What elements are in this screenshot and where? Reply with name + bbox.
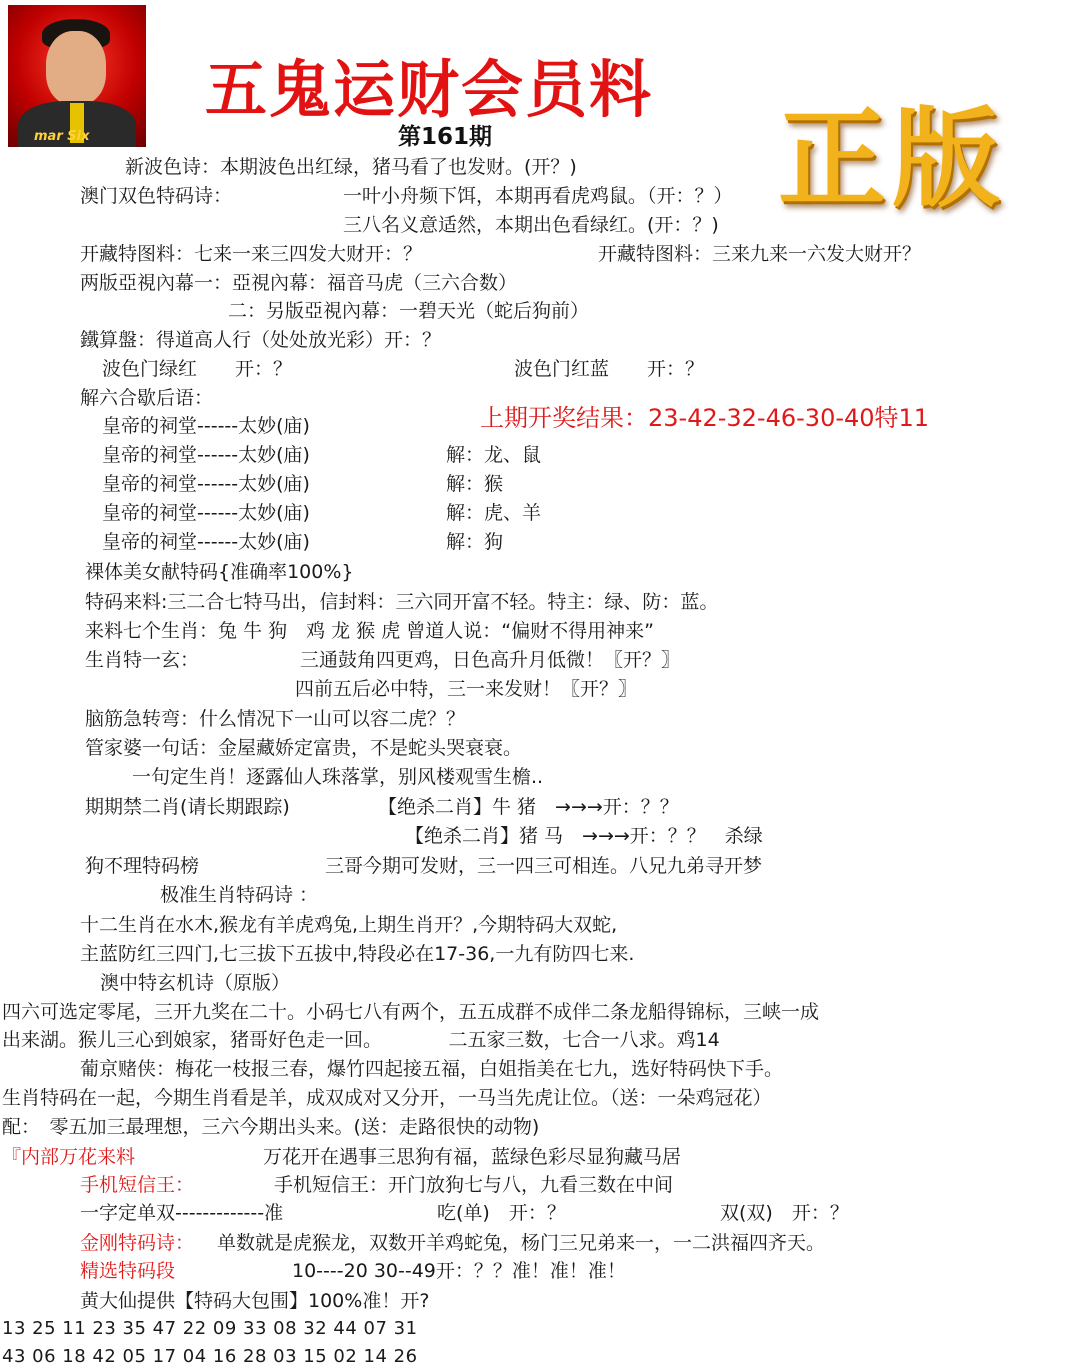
text-line: 解：狗	[446, 531, 504, 553]
text-line: 波色门红蓝 开：？	[514, 358, 705, 380]
section-label-red: 金刚特码诗：	[80, 1232, 195, 1254]
text-line: 生肖特码在一起，今期生肖看是羊，成双成对又分开，一马当先虎让位。（送：一朵鸡冠花）	[2, 1087, 772, 1109]
text-line: 三通鼓角四更鸡，日色高升月低微！〖开？〗	[300, 649, 681, 671]
text-line: 新波色诗：本期波色出红绿，猪马看了也发财。(开？)	[125, 156, 577, 178]
last-draw-result: 上期开奖结果：23-42-32-46-30-40特11	[480, 404, 930, 432]
text-line: 主蓝防红三四门,七三拔下五拔中,特段必在17-36,一九有防四七来.	[80, 943, 635, 965]
text-line: 单数就是虎猴龙，双数开羊鸡蛇兔，杨门三兄弟来一，一二洪福四齐天。	[217, 1232, 826, 1254]
text-line: 十二生肖在水木,猴龙有羊虎鸡兔,上期生肖开？,今期特码大双蛇,	[80, 914, 618, 936]
authentic-badge: 正版	[778, 96, 1007, 222]
text-line: 黄大仙提供【特码大包围】100%准！开?	[80, 1290, 430, 1312]
text-line: 配： 零五加三最理想，三六今期出头来。(送：走路很快的动物)	[2, 1116, 540, 1138]
text-line: 手机短信王：开门放狗七与八，九看三数在中间	[274, 1174, 674, 1196]
text-line: 一句定生肖！逐露仙人珠落掌，别风楼观雪生檐..	[132, 766, 544, 788]
text-line: 澳门双色特码诗：	[80, 185, 233, 207]
photo-watermark: mar Six	[34, 129, 90, 144]
text-line: 裸体美女献特码{准确率100%}	[85, 561, 354, 583]
text-line: 解：龙、鼠	[446, 444, 542, 466]
text-line: 皇帝的祠堂------太妙(庙)	[102, 502, 310, 524]
portrait-face	[46, 31, 106, 105]
text-line: 两版亞視內幕一：亞視內幕：福音马虎（三六合数）	[80, 272, 518, 294]
number-row: 43 06 18 42 05 17 04 16 28 03 15 02 14 26	[2, 1346, 418, 1367]
text-line: 特码来料:三二合七特马出，信封料：三六同开富不轻。特主：绿、防：蓝。	[85, 591, 719, 613]
text-line: 澳中特玄机诗（原版）	[100, 972, 291, 994]
text-line: 10----20 30--49开：？？准！准！准！	[292, 1260, 626, 1282]
text-line: 开藏特图料：三来九来一六发大财开？	[598, 243, 922, 265]
page-title: 五鬼运财会员料	[205, 53, 654, 126]
section-label-red: 精选特码段	[80, 1260, 176, 1282]
text-line: 开藏特图料：七来一来三四发大财开：？	[80, 243, 423, 265]
text-line: 解：虎、羊	[446, 502, 542, 524]
issue-number: 第161期	[398, 124, 493, 150]
text-line: 解六合歇后语：	[80, 387, 214, 409]
text-line: 期期禁二肖(请长期跟踪)	[85, 796, 290, 818]
text-line: 解：猴	[446, 473, 504, 495]
text-line: 一字定单双-------------准	[80, 1202, 284, 1224]
number-row: 13 25 11 23 35 47 22 09 33 08 32 44 07 31	[2, 1318, 418, 1339]
text-line: 一叶小舟频下饵，本期再看虎鸡鼠。（开：？）	[343, 185, 733, 207]
text-line: 狗不理特码榜	[85, 855, 200, 877]
text-line: 二：另版亞視內幕：一碧天光（蛇后狗前）	[228, 300, 590, 322]
text-line: 三哥今期可发财，三一四三可相连。八兄九弟寻开梦	[325, 855, 763, 877]
text-line: 三八名义意适然，本期出色看绿红。(开：？)	[343, 214, 719, 236]
text-line: 【绝杀二肖】牛 猪 →→→开：？？	[378, 796, 679, 818]
text-line: 吃(单) 开：？	[437, 1202, 566, 1224]
text-line: 管家婆一句话：金屋藏娇定富贵，不是蛇头哭衰衰。	[85, 737, 523, 759]
text-line: 出来湖。猴儿三心到娘家，猪哥好色走一回。 二五家三数，七合一八求。鸡14	[2, 1029, 720, 1051]
text-line: 皇帝的祠堂------太妙(庙)	[102, 415, 310, 437]
text-line: 生肖特一玄：	[85, 649, 200, 671]
text-line: 【绝杀二肖】猪 马 →→→开：？？ 杀绿	[405, 825, 763, 847]
text-line: 四六可选定零尾，三开九奖在二十。小码七八有两个，五五成群不成伴二条龙船得锦标，三峡一成	[2, 1001, 820, 1023]
text-line: 来料七个生肖：兔 牛 狗 鸡 龙 猴 虎 曾道人说：“偏财不得用神来”	[85, 620, 654, 642]
text-line: 双(双) 开：？	[720, 1202, 849, 1224]
portrait-photo	[8, 5, 146, 147]
text-line: 脑筋急转弯：什么情况下一山可以容二虎？？	[85, 708, 466, 730]
text-line: 皇帝的祠堂------太妙(庙)	[102, 531, 310, 553]
text-line: 葡京赌侠：梅花一枝报三春，爆竹四起接五福，白姐指美在七九，选好特码快下手。	[80, 1058, 784, 1080]
text-line: 鐵算盤：得道高人行（处处放光彩）开：？	[80, 329, 442, 351]
section-label-red: 『内部万花来料	[2, 1146, 136, 1168]
section-label-red: 手机短信王：	[80, 1174, 195, 1196]
text-line: 皇帝的祠堂------太妙(庙)	[102, 473, 310, 495]
text-line: 极准生肖特码诗 ：	[160, 884, 319, 906]
text-line: 四前五后必中特，三一来发财！〖开？〗	[295, 678, 638, 700]
text-line: 万花开在遇事三思狗有福，蓝绿色彩尽显狗藏马居	[263, 1146, 682, 1168]
text-line: 皇帝的祠堂------太妙(庙)	[102, 444, 310, 466]
text-line: 波色门绿红 开：？	[102, 358, 293, 380]
